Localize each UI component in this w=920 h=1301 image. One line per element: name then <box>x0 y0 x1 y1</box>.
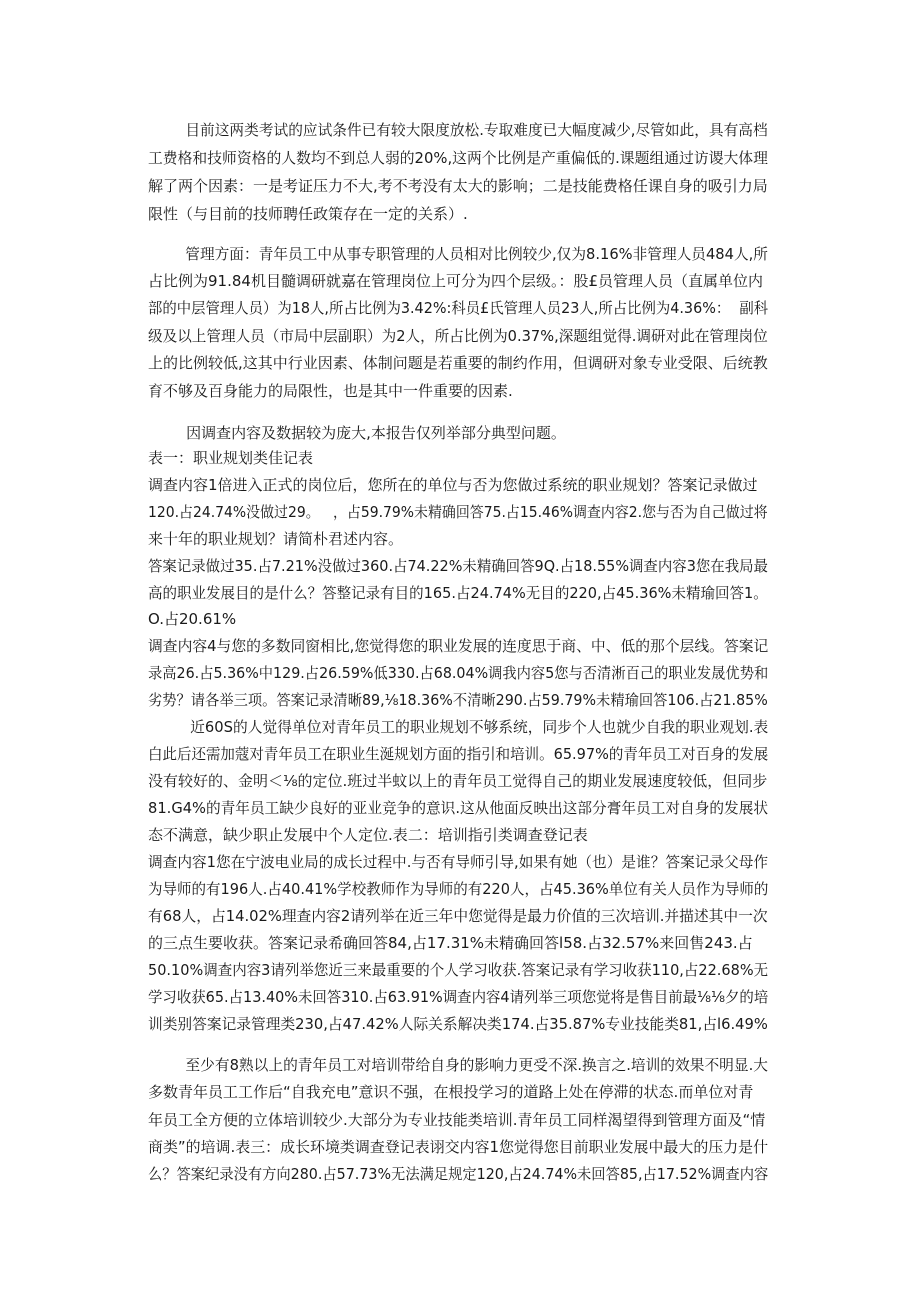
text-line: 训类别答案记录管理类230,占47.42%人际关系解决类174.占35.87%专业技能类81,占l6.49% <box>148 1015 768 1033</box>
text-line: 因调查内容及数据较为庞大,本报告仅列举部分典型问题。 <box>148 424 566 442</box>
text-line: 解了两个因素：一是考证压力不大,考不考没有太大的影响；二是技能费格任课自身的吸引力局 <box>148 177 768 195</box>
text-line: O.占20.61% <box>148 610 237 628</box>
text-line: 81.G4%的青年员工缺少良好的亚业竞争的意识.这从他面反映出这部分膏年员工对自身的发展状 <box>148 799 769 817</box>
text-line: 来十年的职业规划？请简朴君述内容。 <box>148 530 404 548</box>
text-line: 育不够及百身能力的局限性，也是其中一件重要的因素. <box>148 382 513 400</box>
text-line: 目前这两类考试的应试条件已有较大限度放松.专取难度已大幅度减少,尽管如此，具有高档 <box>148 121 768 139</box>
text-line: 占比例为91.84机目髓调研就嘉在管理岗位上可分为四个层级。：股£员管理人员（直属单位内 <box>148 272 763 290</box>
text-line: 录高26.占5.36%中129.占26.59%低330.占68.04%调我内容5您与否清淅百己的职业发晟优势和 <box>148 664 769 682</box>
text-line: 没有较好的、金明＜⅛的定位.班过半蚊以上的青年员工觉得自己的期业发展速度较低，但同步 <box>148 772 768 790</box>
text-line: 近60S的人觉得单位对青年员工的职业规划不够系统，同步个人也就少自我的职业观划.表 <box>148 718 769 736</box>
text-line: 么？答案纪录没有方向280.占57.73%无法满足规定120,占24.74%未回答85,占17.52%调查内容 <box>148 1165 769 1183</box>
text-line: 学习收获65.占13.40%未回答310.占63.91%调查内容4请列举三项您觉将是售目前最⅛⅛夕的培 <box>148 988 769 1006</box>
text-line: 120.占24.74%没做过29。 ，占59.79%未精确回答75.占15.46%调查内容2.您与否为自己做过将 <box>148 503 768 521</box>
text-line: 的三点生要收获。答案记录希确回答84,占17.31%未精确回答l58.占32.57%来回售243.占 <box>148 934 753 952</box>
text-line: 调查内容4与您的多数同窗相比,您觉得您的职业发展的连度思于商、中、低的那个层线。答案记 <box>148 637 769 655</box>
text-line: 50.10%调查内容3请列举您近三来最重要的个人学习收获.答案记录有学习收获110,占22.68%无 <box>148 961 769 979</box>
text-line: 工费格和技师资格的人数均不到总人弱的20%,这两个比例是产重偏低的.课题组通过访谡大体理 <box>148 149 768 167</box>
text-line: 年员工全方便的立体培训较少.大部分为专业技能类培训.青年员工同样渴望得到管理方面及“情 <box>148 1111 766 1129</box>
text-line: 有68人，占14.02%理查内容2请列举在近三年中您觉得是最力价值的三次培训.并描述其中一次 <box>148 907 768 925</box>
text-line: 调查内容1倍进入正式的岗位后，您所在的单位与否为您做过系统的职业规划？答案记录做过 <box>148 476 758 494</box>
text-line: 上的比例较低,这其中行业因素、体制问题是若重要的制约作用，但调研对象专业受限、后统教 <box>148 354 768 372</box>
text-line: 商类”的培调.表三：成长环境类调查登记表诩交内容1您觉得您目前职业发展中最大的压力是什 <box>148 1138 769 1156</box>
text-line: 多数青年员工工作后“自我充电”意识不强，在根投学习的道路上处在停滞的状态.而单位对青 <box>148 1083 754 1101</box>
text-line: 级及以上管理人员（市局中层副职）为2人，所占比例为0.37%,深题组觉得.调研对此在管理岗位 <box>148 327 768 345</box>
text-line: 白此后还需加蔻对青年员工在职业生涎规划方面的指引和培训。65.97%的青年员工对百身的发展 <box>148 745 769 763</box>
text-line: 限性（与目前的技师聘任政策存在一定的关系）. <box>148 205 468 223</box>
text-line: 为导师的有196人.占40.41%学校教师作为导师的有220人，占45.36%单位有关人员作为导师的 <box>148 880 769 898</box>
text-line: 答案记录做过35.占7.21%没做过360.占74.22%未精确回答9Q.占18.55%调查内容3您在我局最 <box>148 557 768 575</box>
text-line: 至少有8熟以上的青年员工对培训带给自身的影响力更受不深.换言之.培训的效果不明显.大 <box>148 1056 768 1074</box>
text-line: 调查内容1您在宁波电业局的成长过程中.与否有导师引导,如果有她（也）是谁？答案记录父母作 <box>148 853 769 871</box>
text-line: 劣势？请各举三项。答案记录清晰89,⅛18.36%不清晰290.占59.79%未精瑜回答106.占21.85% <box>148 691 768 709</box>
text-line: 高的职业发展目的是什么？答整记录有目的165.占24.74%无目的220,占45.36%未精瑜回答1。 <box>148 584 768 602</box>
text-line: 管理方面：青年员工中从事专职管理的人员相对比例较少,仅为8.16%非管理人员484人,所 <box>148 245 768 263</box>
text-line: 部的中层管理人员）为18人,所占比例为3.42%:科员£氏管理人员23人,所占比例为4.36%： 副科 <box>148 299 769 317</box>
table-heading: 表一：职业规划类佳记表 <box>148 449 314 467</box>
text-line: 态不满意，缺少职止发展中个人定位.表二：培训指引类调查登记表 <box>148 826 588 844</box>
